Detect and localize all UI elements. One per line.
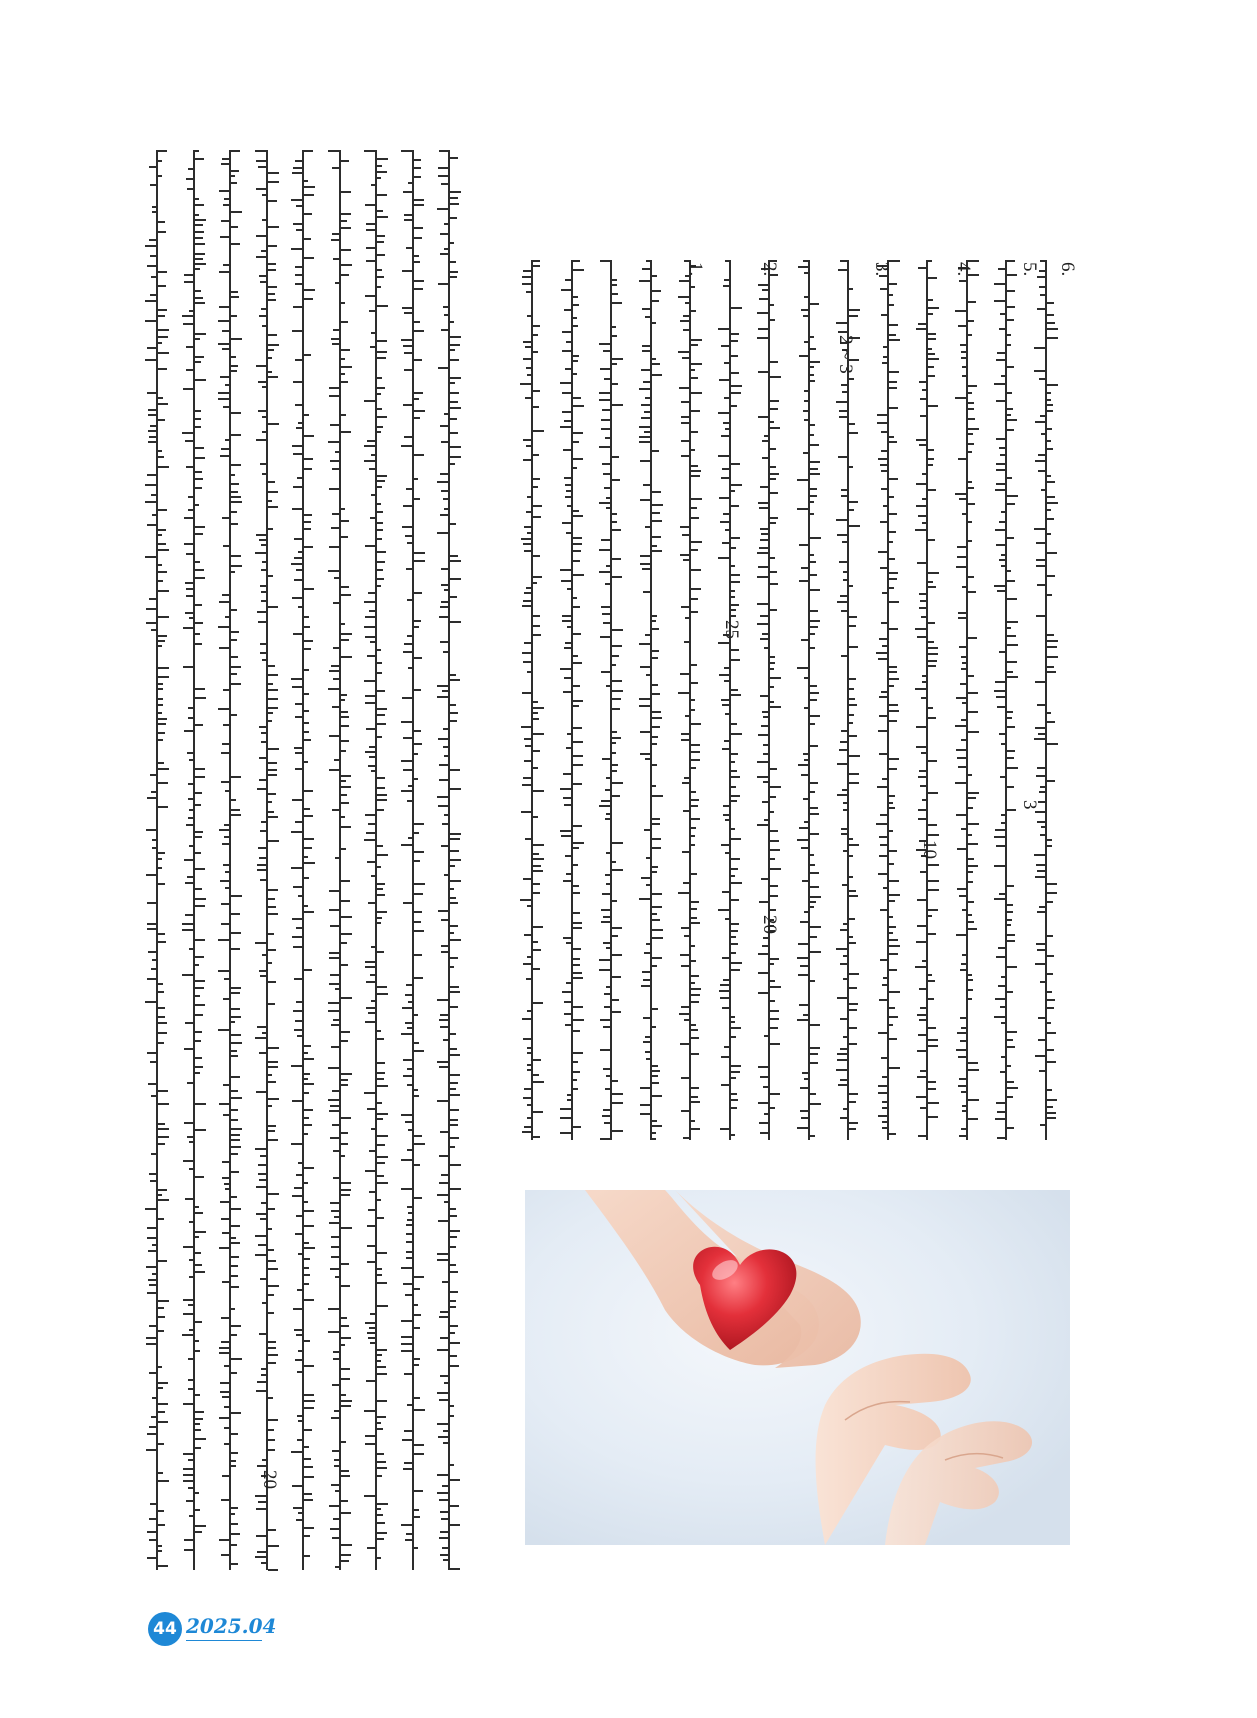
script-column <box>802 260 816 1140</box>
script-column <box>644 260 658 1140</box>
inline-number-10: 10 <box>919 840 940 859</box>
script-column <box>150 150 164 1570</box>
hands-heart-photo <box>525 1190 1070 1545</box>
list-number-3: 3. <box>871 262 892 277</box>
script-column <box>841 260 855 1140</box>
body-text-column-2 <box>525 150 1070 1140</box>
issue-date-underline <box>186 1640 262 1641</box>
inline-number-25: 25 <box>721 620 742 639</box>
script-column <box>525 260 539 1140</box>
script-column <box>881 260 895 1140</box>
script-column <box>604 260 618 1140</box>
inline-number-3: 3 <box>1019 800 1040 810</box>
list-number-1: 1. <box>685 262 706 277</box>
list-number-2: 2. <box>759 262 780 277</box>
list-number-4: 4. <box>953 262 974 277</box>
hands-heart-illustration <box>525 1190 1070 1545</box>
script-column <box>565 260 579 1140</box>
body-text-column-3 <box>170 1140 500 1580</box>
script-column <box>683 260 697 1140</box>
script-column <box>1039 260 1053 1140</box>
page-number-badge: 44 <box>148 1612 182 1646</box>
inline-number-20: 20 <box>759 915 780 934</box>
issue-date: 2025.04 <box>186 1614 277 1638</box>
script-column <box>920 260 934 1140</box>
list-number-5: 5. <box>1019 262 1040 277</box>
script-column <box>762 260 776 1140</box>
list-number-6: 6. <box>1057 262 1078 277</box>
inline-number-20b: 20 <box>259 1470 280 1489</box>
script-column <box>960 260 974 1140</box>
script-column <box>723 260 737 1140</box>
script-column <box>999 260 1013 1140</box>
inline-range: 2 ~ 3 <box>835 335 856 374</box>
